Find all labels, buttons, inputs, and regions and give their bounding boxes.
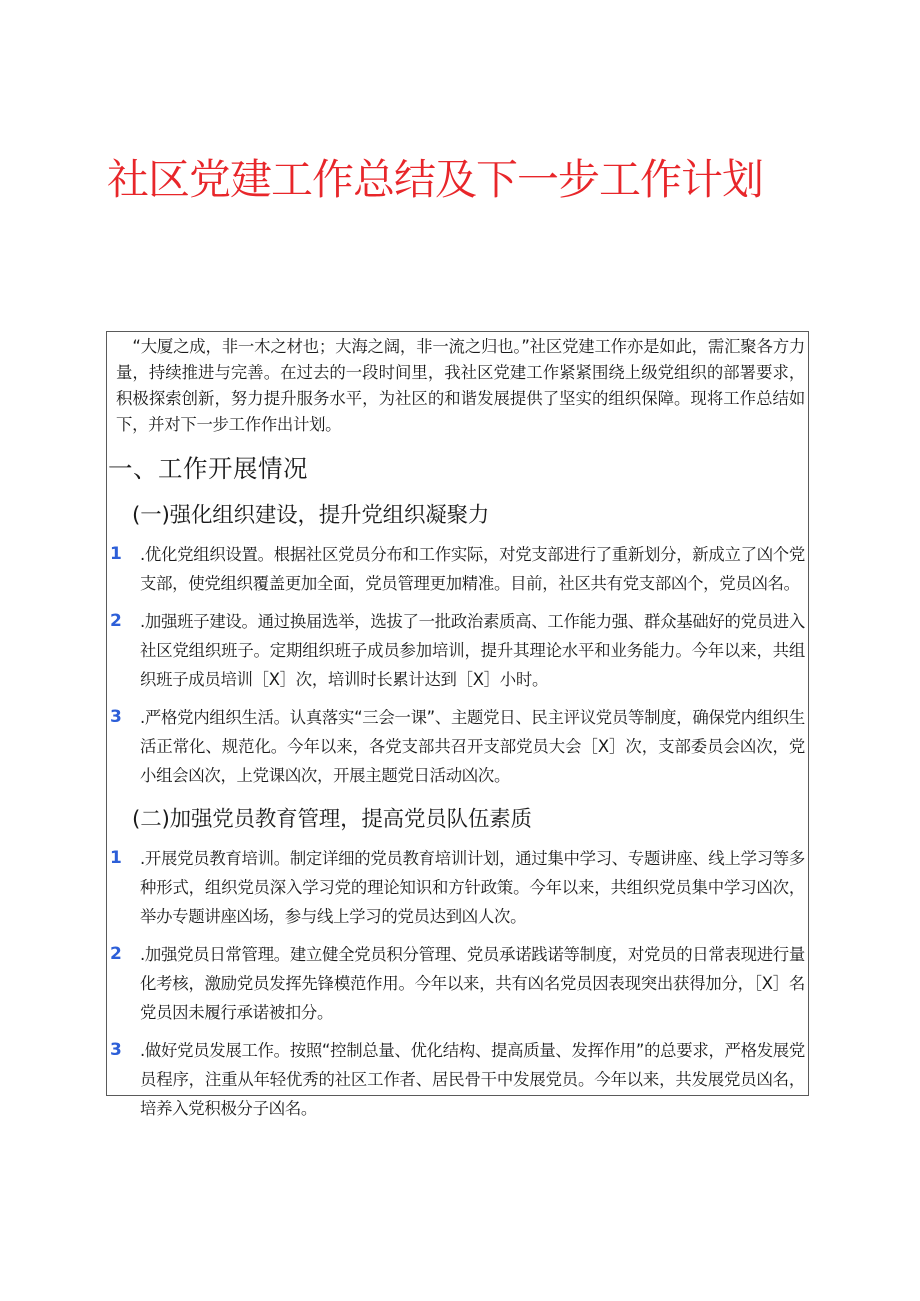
item-text: .优化党组织设置。根据社区党员分布和工作实际，对党支部进行了重新划分，新成立了凶个党支部，使党组织覆盖更加全面，党员管理更加精准。目前，社区共有党支部凶个，党员凶名。 (140, 545, 805, 593)
item-text: .做好党员发展工作。按照“控制总量、优化结构、提高质量、发挥作用”的总要求，严格发展党员程序，注重从年轻优秀的社区工作者、居民骨干中发展党员。今年以来，共发展党员凶名，培养入党积极分子凶名。 (140, 1041, 805, 1118)
section-heading: 一、工作开展情况 (108, 454, 308, 483)
subsection-heading-2: (二)加强党员教育管理，提高党员队伍素质 (132, 807, 532, 832)
item-number: 2 (110, 944, 122, 964)
subsection-2-list (110, 844, 805, 1123)
item-number: 3 (110, 707, 122, 727)
subsection-heading-1: (一)强化组织建设，提升党组织凝聚力 (132, 503, 490, 528)
item-number: 1 (110, 544, 122, 564)
item-text: .加强党员日常管理。建立健全党员积分管理、党员承诺践诺等制度，对党员的日常表现进行量化考核，激励党员发挥先锋模范作用。今年以来，共有凶名党员因表现突出获得加分，［X］名党员因未履行承诺被扣分。 (140, 945, 805, 1022)
item-number: 3 (110, 1040, 122, 1060)
document-title: 社区党建工作总结及下一步工作计划 (107, 155, 764, 204)
list-item (110, 703, 805, 790)
item-text: .严格党内组织生活。认真落实“三会一课”、主题党日、民主评议党员等制度，确保党内组织生活正常化、规范化。今年以来，各党支部共召开支部党员大会［X］次，支部委员会凶次，党小组会凶次，上党课凶次，开展主题党日活动凶次。 (140, 708, 805, 785)
list-item (110, 1036, 805, 1123)
list-item (110, 607, 805, 694)
intro-paragraph: “大厦之成，非一木之材也；大海之阔，非一流之归也。”社区党建工作亦是如此，需汇聚各方力量，持续推进与完善。在过去的一段时间里，我社区党建工作紧紧围绕上级党组织的部署要求，积极探索创新，努力提升服务水平，为社区的和谐发展提供了坚实的组织保障。现将工作总结如下，并对下一步工作作出计划。 (116, 337, 805, 434)
item-number: 1 (110, 848, 122, 868)
subsection-1-list (110, 540, 805, 790)
list-item (110, 844, 805, 931)
item-number: 2 (110, 611, 122, 631)
content-box (106, 331, 809, 1118)
item-text: .加强班子建设。通过换届选举，选拔了一批政治素质高、工作能力强、群众基础好的党员进入社区党组织班子。定期组织班子成员参加培训，提升其理论水平和业务能力。今年以来，共组织班子成员培训［X］次，培训时长累计达到［X］小时。 (140, 612, 805, 689)
list-item (110, 940, 805, 1027)
item-text: .开展党员教育培训。制定详细的党员教育培训计划，通过集中学习、专题讲座、线上学习等多种形式，组织党员深入学习党的理论知识和方针政策。今年以来，共组织党员集中学习凶次，举办专题讲座凶场，参与线上学习的党员达到凶人次。 (140, 849, 805, 926)
list-item (110, 540, 805, 598)
